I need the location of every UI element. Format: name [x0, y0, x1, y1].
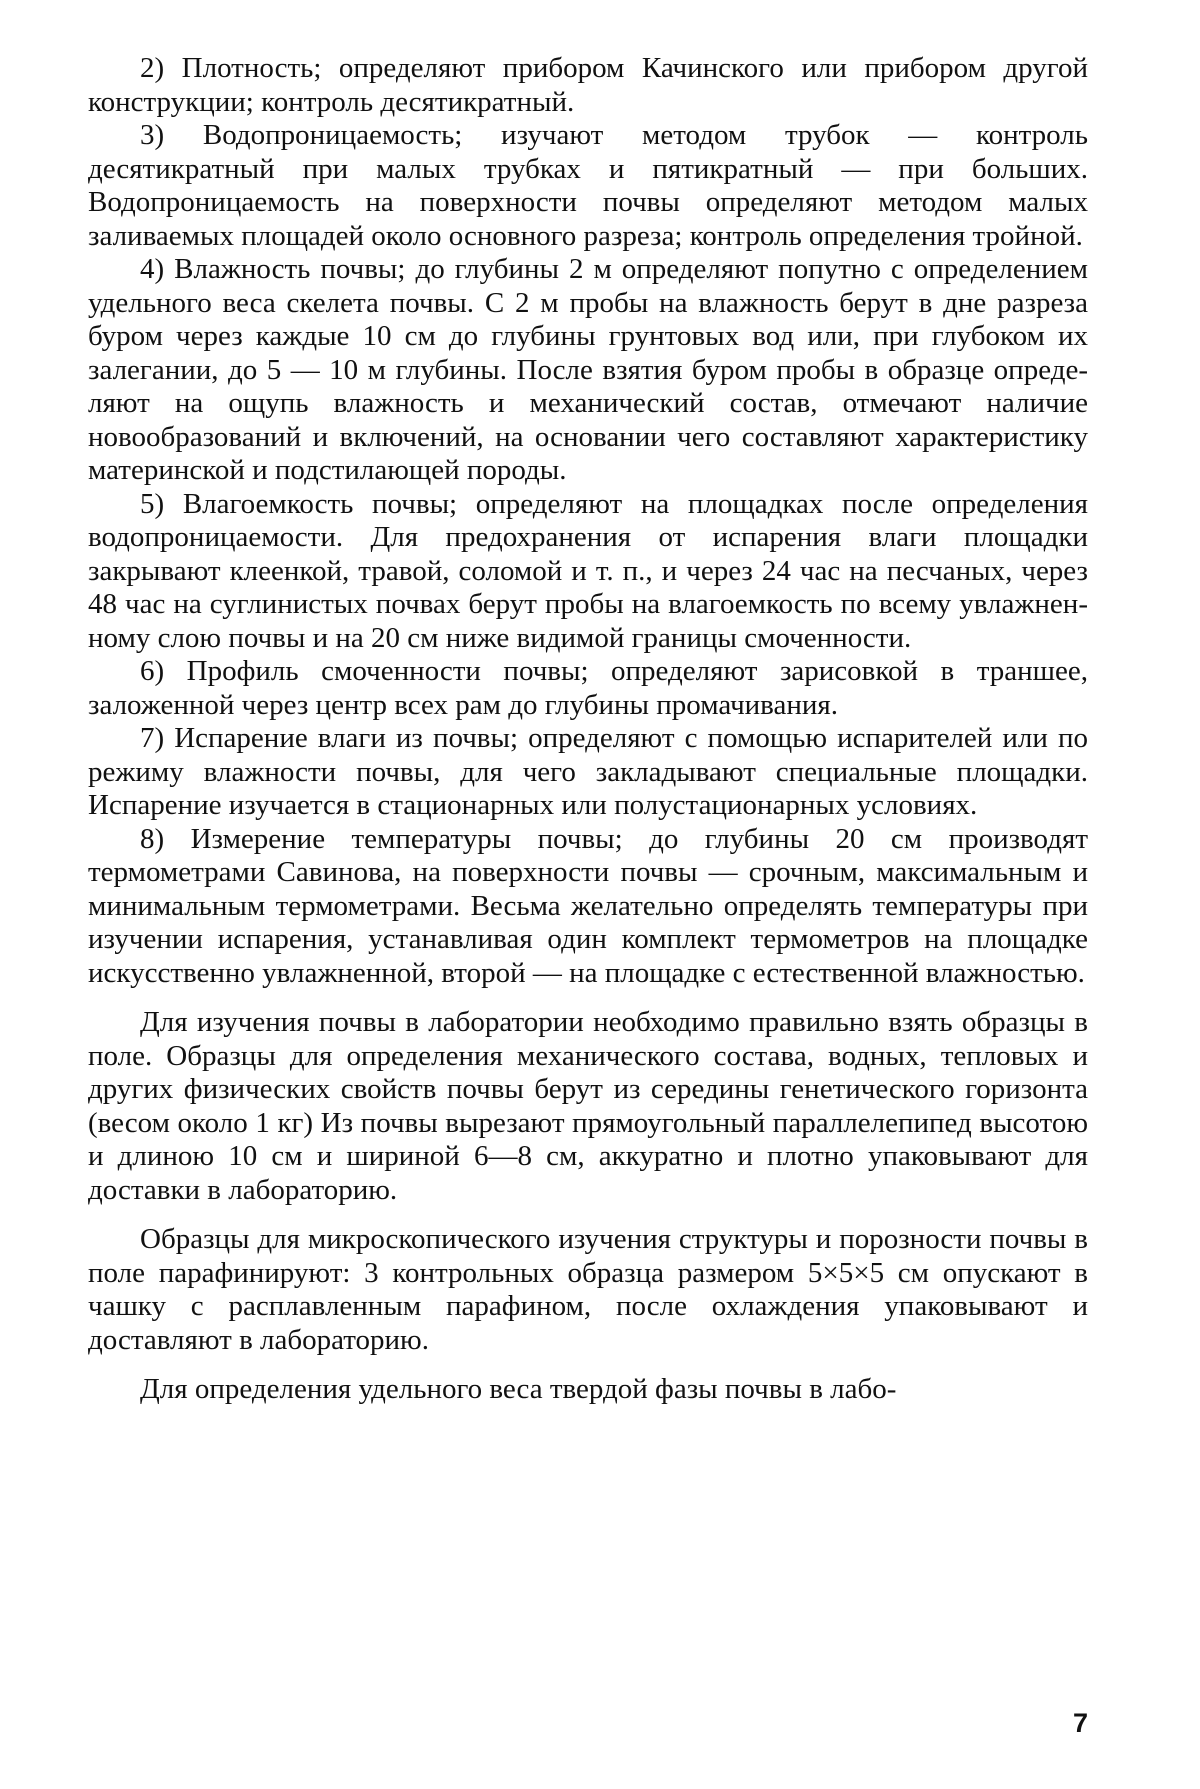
paragraph-microscopic-samples: Образцы для микроскопического изучения структуры и порозности почвы в поле парафинируют: 3 контрольных образца размером 5×5×5 см опускают в чашку с расплавленным парафином, после охлаждения упаковывают и доставляют в лабораторию.: [88, 1223, 1088, 1356]
paragraph-lab-samples: Для изучения почвы в лаборатории необходимо правильно взять образцы в поле. Образцы для определения механического состава, водных, тепловых и других физических свойств почвы берут из середины генетического горизонта (весом около 1 кг) Из почвы вырезают прямоугольный параллелепипед высотою и длиною 10 см и шириной 6—8 см, аккуратно и плотно упаковывают для доставки в лабораторию.: [88, 1006, 1088, 1206]
paragraph-permeability: 3) Водопроницаемость; изучают методом трубок — контроль десятикратный при малых трубках и пятикратный — при больших. Водопроницаемость на поверхности почвы определяют методом малых заливаемых площадей около основного разреза; контроль определения тройной.: [88, 119, 1088, 252]
paragraph-specific-gravity: Для определения удельного веса твердой фазы почвы в лабо-: [140, 1373, 897, 1405]
paragraph-evaporation: 7) Испарение влаги из почвы; определяют с помощью испарителей или по режиму влажности почвы, для чего закладывают специальные площадки. Испарение изучается в стационарных или полустационарных условиях.: [88, 722, 1088, 821]
paragraph-moisture: 4) Влажность почвы; до глубины 2 м определяют попутно с определением удельного веса скелета почвы. С 2 м пробы на влажность берут в дне разреза буром через каждые 10 см до глубины грунтовых вод или, при глубоком их залегании, до 5 — 10 м глубины. После взятия буром пробы в образце определяют на ощупь влажность и механический состав, отмечают наличие новообразований и включений, на основании чего составляют характеристику материнской и подстилающей породы.: [88, 253, 1088, 486]
paragraph-wetting-profile: 6) Профиль смоченности почвы; определяют зарисовкой в траншее, заложенной через центр всех рам до глубины промачивания.: [88, 655, 1088, 721]
paragraph-temperature: 8) Измерение температуры почвы; до глубины 20 см производят термометрами Савинова, на поверхности почвы — срочным, максимальным и минимальным термометрами. Весьма желательно определять температуры при изучении испарения, устанавливая один комплект термометров на площадке искусственно увлажненной, второй — на площадке с естественной влажностью.: [88, 822, 1088, 989]
page-number: 7: [1072, 1708, 1088, 1738]
document-page: [88, 52, 1088, 1407]
paragraph-moisture-capacity: 5) Влагоемкость почвы; определяют на площадках после определения водопроницаемости. Для предохранения от испарения влаги площадки закрывают клеенкой, травой, соломой и т. п., и через 24 час на песчаных, через 48 час на суглинистых почвах берут пробы на влагоемкость по всему увлажненному слою почвы и на 20 см ниже видимой границы смоченности.: [88, 487, 1088, 654]
paragraph-density: 2) Плотность; определяют прибором Качинского или прибором другой конструкции; контроль десятикратный.: [88, 52, 1088, 118]
